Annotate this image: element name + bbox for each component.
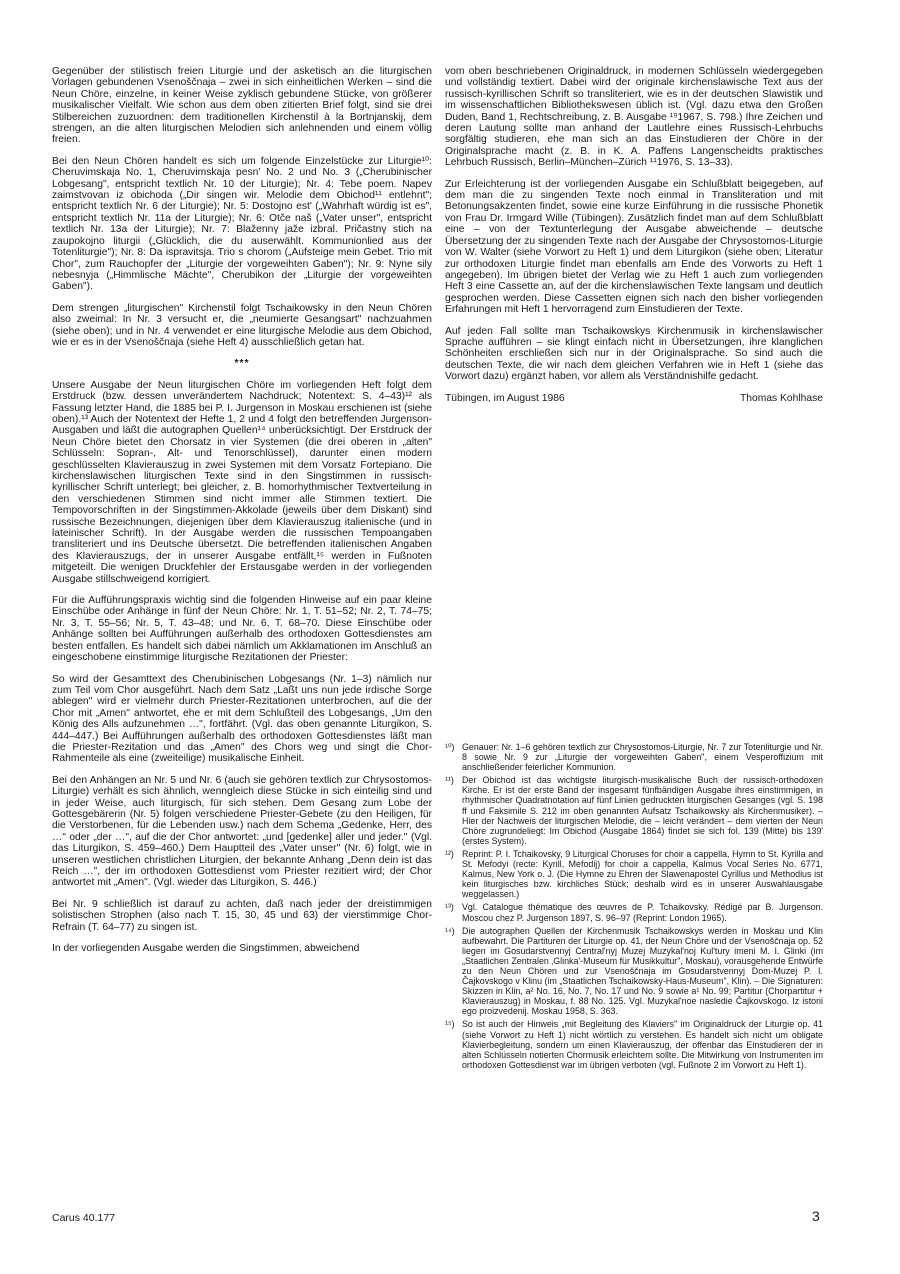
paragraph: Dem strengen „liturgischen" Kirchenstil folgt Tschaikowsky in den Neun Chören also zweimal: In Nr. 3 versucht er, die „neumierte Gesangsart" nachzuahmen (siehe oben); und in Nr. 4 verwendet er eine liturgische Melodie aus dem Obichod, wie er es in der Vsenoščnaja (siehe Heft 4) ausschließlich getan hat.: [52, 302, 432, 348]
place-date: Tübingen, im August 1986: [445, 392, 565, 404]
footnote: [445, 775, 823, 846]
footnote-text: So ist auch der Hinweis „mit Begleitung des Klaviers" im Originaldruck der Liturgie op. 41 (siehe Vorwort zu Heft 1) nicht wörtlich zu verstehen. Es handelt sich nicht um obligate Klavierbegleitung, sondern um einen Klavierauszug, der offenbar das Einstudieren der in alten Schlüsseln notierten Chormusik erleichtern sollte. Die Mitwirkung von Instrumenten im orthodoxen Gottesdienst war im übrigen verboten (vgl. Fußnote 2 im Vorwort zu Heft 1).: [462, 1019, 823, 1070]
section-separator: ***: [234, 358, 250, 370]
right-column: [445, 66, 823, 404]
footnote-number: ¹¹): [445, 775, 454, 786]
paragraph: Für die Aufführungspraxis wichtig sind die folgenden Hinweise auf ein paar kleine Einschübe oder Anhänge in fünf der Neun Chöre: Nr. 1, T. 51–52; Nr. 2, T. 74–75; Nr. 3, T. 55–56; Nr. 5, T. 43–48; und Nr. 6, T. 68–70. Diese Einschübe oder Anhänge sollten bei Aufführungen außerhalb des orthodoxen Gottesdienstes am besten entfallen. Es handelt sich dabei nämlich um Akklamationen im Anschluß an eingeschobene einstimmige liturgische Rezitationen der Priester:: [52, 595, 432, 664]
footnote-text: Der Obichod ist das wichtigste liturgisch-musikalische Buch der russisch-orthodoxen Kirche. Er ist der erste Band der insgesamt fünfbändigen Ausgabe ihres einstimmigen, in rhythmischer Quadratnotation auf fünf Linien gedruckten liturgischen Gesanges (vgl. S. 198 ff und Faksimile S. 212 im oben genannten Aufsatz Tschaikowsky als Kirchenmusiker). – Hier der Nachweis der liturgischen Melodie, die – leicht verändert – dem vierten der Neun Chöre zugrundeliegt: Im Obichod (Ausgabe 1864) findet sie sich fol. 139 (Mitte) bis 139' (erstes System).: [462, 775, 823, 846]
signature-line: [445, 393, 823, 404]
footnote-number: ¹²): [445, 848, 454, 859]
left-column: [52, 66, 432, 964]
footnote-number: ¹⁴): [445, 925, 455, 936]
footnote-number: ¹⁰): [445, 742, 455, 752]
footnote-text: Reprint: P. I. Tchaikovsky, 9 Liturgical Choruses for choir a cappella, Hymn to St. Kyrilla and St. Mefodyi (recte: Kyrill, Mefodij) for choir a cappella, Kalmus Vocal Series No. 6771, Kalmus, New York o. J. (Die Hymne zu Ehren der Slawenapostel Cyrillus und Methodius ist kein liturgisches bzw. kirchliches Stück; deshalb wird es in unserer Auswahlausgabe weggelassen.): [462, 848, 823, 900]
paragraph: Auf jeden Fall sollte man Tschaikowskys Kirchenmusik in kirchenslawischer Sprache aufführen – sie klingt einfach nicht in Übersetzungen, ihre klanglichen Schönheiten erschließen sich nur in der Originalsprache. So sind auch die deutschen Texte, die wir nach dem gleichen Verfahren wie in Heft 1 (siehe das Vorwort dazu) ergänzt haben, vor allem als Verständnishilfe gedacht.: [445, 325, 823, 383]
footnote: [445, 926, 823, 1017]
footnote: [445, 849, 823, 899]
footnote: [445, 1019, 823, 1069]
footnote: [445, 742, 823, 772]
paragraph: vom oben beschriebenen Originaldruck, in modernen Schlüsseln wiedergegeben und vollständig textiert. Dabei wird der originale kirchenslawische Text aus der russisch-kyrillischen Schrift so transliteriert, wie es in der deutschen Slawistik und im wissenschaftlichen Bibliothekswesen üblich ist. (Vgl. dazu etwa den Großen Duden, Band 1, Rechtschreibung, z. B. Ausgabe ¹⁹1967, S. 798.) Ihre Zeichen und deren Lautung sollte man anhand der Lautlehre eines Russisch-Lehrbuchs sorgfältig studieren, ehe man sich an das Einstudieren der Chöre in der Originalsprache macht (z. B. in K. A. Paffens Langenscheidts praktisches Lehrbuch Russisch, Berlin–München–Zürich ¹¹1976, S. 13–33).: [445, 66, 823, 169]
paragraph: Unsere Ausgabe der Neun liturgischen Chöre im vorliegenden Heft folgt dem Erstdruck (bzw. dessen unverändertem Nachdruck; Notentext: S. 4–43)¹² als Fassung letzter Hand, die 1885 bei P. I. Jurgenson in Moskau erschienen ist (siehe oben).¹³ Auch der Notentext der Hefte 1, 2 und 4 folgt den betreffenden Jurgenson-Ausgaben und läßt die autographen Quellen¹⁴ unberücksichtigt. Der Erstdruck der Neun Chöre bietet den Chorsatz in vier Systemen (die drei oberen in „alten" Schlüsseln: Sopran-, Alt- und Tenorschlüssel), darunter einen modern geschlüsselten Klavierauszug in zwei Systemen mit dem Vorsatz Fortepiano. Die kirchenslawischen liturgischen Texte sind in den Singstimmen in russisch-kyrillischer Schrift unterlegt; bei gleicher, z. B. homorhythmischer Textverteilung in den verschiedenen Stimmen sind nicht immer alle Stimmen textiert. Die Tempovorschriften in der Singstimmen-Akkolade (jeweils über dem Diskant) sind russische Bezeichnungen, diejenigen über dem Klavierauszug italienische (und in lateinischer Schrift). In der Ausgabe werden die russischen Tempoangaben transliteriert und ins Deutsche übersetzt. Die betreffenden italienischen Angaben des Klavierauszugs, der in unserer Ausgabe entfällt,¹⁵ werden in Fußnoten mitgeteilt. Die wenigen Druckfehler der Erstausgabe werden in der vorliegenden Ausgabe stillschweigend korrigiert.: [52, 379, 432, 585]
paragraph: Bei Nr. 9 schließlich ist darauf zu achten, daß nach jeder der dreistimmigen solistischen Strophen (also nach T. 15, 30, 45 und 63) der vierstimmige Chor-Refrain (T. 64–77) zu singen ist.: [52, 898, 432, 933]
footnote-number: ¹⁵): [445, 1019, 455, 1030]
footnote-text: Vgl. Catalogue thématique des œuvres de P. Tchaikovsky. Rédigé par B. Jurgenson. Moscou chez P. Jurgenson 1897, S. 96–97 (Reprint: London 1965).: [462, 902, 823, 923]
author-name: Thomas Kohlhase: [740, 392, 823, 404]
footnote-number: ¹³): [445, 902, 454, 913]
paragraph: Bei den Neun Chören handelt es sich um folgende Einzelstücke zur Liturgie¹⁰: Cheruvimskaja No. 1, Cheruvimskaja pesn' No. 2 und No. 3 („Cherubinischer Lobgesang", entspricht textlich Nr. 10 der Liturgie); Nr. 4: Tebe poem. Napev zaimstvovan iz obichoda („Dir singen wir. Melodie dem Obichod¹¹ entlehnt"; entspricht textlich Nr. 6 der Liturgie); Nr. 5: Dostojno est' („Wahrhaft würdig ist es", entspricht textlich Nr. 11a der Liturgie); Nr. 6: Otče naš („Vater unser", entspricht textlich Nr. 13a der Liturgie); Nr. 7: Blažennү jaže izbral. Pričastnү stich na zaupokojno liturgii („Glücklich, die du auserwählt. Kommunionlied aus der Totenliturgie"); Nr. 8: Da ispravitsja. Trio s chorom („Aufsteige mein Gebet. Trio mit Chor", zum Rauchopfer der „Liturgie der vorgeweihten Gaben"); Nr. 9: Nyne sily nebesnyja („Himmlische Mächte", Cherubikon der „Liturgie der vorgeweihten Gaben").: [52, 155, 432, 293]
paragraph: Gegenüber der stilistisch freien Liturgie und der asketisch an die liturgischen Vorlagen gebundenen Vsenoščnaja – zwei in sich einheitlichen Werken – sind die Neun Chöre, einzelne, in keiner Weise zyklisch gebundene Stücke, von größerer musikalischer Vielfalt. Wie schon aus dem oben zitierten Brief folgt, sind sie drei Stilbereichen zuzuordnen: dem traditionellen Kirchenstil à la Bortnjanskij, dem strengen, an die alten liturgischen Melodien sich anlehnenden und einem völlig freien.: [52, 66, 432, 146]
footnotes: [445, 742, 823, 1073]
footnote-text: Die autographen Quellen der Kirchenmusik Tschaikowskys werden in Moskau und Klin aufbewahrt. Die Partituren der Liturgie op. 41, der Neun Chöre und der Vsenoščnaja op. 52 liegen im Gosudarstvennyj Central'nyj Muzej Muzykal'noj Kul'tury imeni M. I. Glinki (im „Staatlichen Zentralen ‚Glinka'-Museum für Musikkultur", Moskau), vorausgehende Entwürfe zu den Neun Chören und zur Vsenoščnaja im Gosudarstvennyj Dom-Muzej P. I. Čajkovskogo v Klinu (im „Staatlichen Tschaikowsky-Haus-Museum", Klin). – Die Signaturen: Skizzen in Klin, a² No. 16, No. 7, No. 17 und No. 9 sowie a¹ No. 99; Partitur (Chorpartitur + Klavierauszug) in Moskau, f. 88 No. 125. Vgl. Muzykal'noe nasledie Čajkovskogo. Iz istorii ego proizvedenij. Moskau 1958, S. 363.: [462, 925, 823, 1017]
footnote: [445, 902, 823, 922]
paragraph: Bei den Anhängen an Nr. 5 und Nr. 6 (auch sie gehören textlich zur Chrysostomos-Liturgie) verhält es sich ähnlich, wenngleich diese Stücke in sich einteilig sind und in jeder Weise, auch liturgisch, für sich stehen. Dem Gesang zum Lobe der Gottesgebärerin (Nr. 5) folgen verschiedene Priester-Gebete (zu den Heiligen, für die Verstorbenen, für die Lebenden usw.) nach dem Schema „Gedenke, Herr, des …" oder „der …", auf die der Chor antwortet: „und [gedenke] aller und jeder." (Vgl. das Liturgikon, S. 459–460.) Dem Hauptteil des „Vater unser" (Nr. 6) folgt, wie in unseren westlichen christlichen Liturgien, der bekannte Anhang „Denn dein ist das Reich …", der im orthodoxen Gottesdienst vom Priester rezitiert wird; der Chor antwortet mit „Amen". (Vgl. wieder das Liturgikon, S. 446.): [52, 774, 432, 889]
publisher-reference: Carus 40.177: [52, 1212, 116, 1224]
paragraph: Zur Erleichterung ist der vorliegenden Ausgabe ein Schlußblatt beigegeben, auf dem man die zu singenden Texte noch einmal in Transliteration und mit Betonungsakzenten findet, sowie eine kurze Einführung in die russische Phonetik von Frau Dr. Irmgard Wille (Tübingen). Zusätzlich findet man auf dem Schlußblatt eine – von der Textunterlegung der Ausgabe abweichende – deutsche Übersetzung der zu singenden Texte nach der Ausgabe der Chrysostomos-Liturgie von W. Walter (siehe Vorwort zu Heft 1) und dem Liturgikon (siehe oben; Literatur zur orthodoxen Liturgie findet man ebenfalls am Ende des Vorworts zu Heft 1 angegeben). Im übrigen bietet der Verlag wie zu Heft 1 auch zum vorliegenden Heft 3 eine Cassette an, auf der die kirchenslawischen Texte langsam und deutlich gesprochen werden. Diese Cassetten eignen sich nach den bisher vorliegenden Erfahrungen mit Heft 1 hervorragend zum Einstudieren der Texte.: [445, 178, 823, 316]
page-number: 3: [812, 1208, 820, 1224]
footnote-text: Genauer: Nr. 1–6 gehören textlich zur Chrysostomos-Liturgie, Nr. 7 zur Totenliturgie und Nr. 8 sowie Nr. 9 zur „Liturgie der vorgeweihten Gaben", einem Vesperoffizium mit anschließender feierlicher Kommunion.: [462, 742, 823, 773]
paragraph: In der vorliegenden Ausgabe werden die Singstimmen, abweichend: [52, 943, 360, 955]
paragraph: So wird der Gesamttext des Cherubinischen Lobgesangs (Nr. 1–3) nämlich nur zum Teil vom Chor ausgeführt. Nach dem Satz „Laßt uns nun jede irdische Sorge ablegen" wird er vielmehr durch Priester-Rezitationen unterbrochen, auf die der Chor mit „Amen" antwortet, ehe er mit dem Schlußteil des Lobgesangs, „Um den König des Alls aufzunehmen …", fortfährt. (Vgl. das oben genannte Liturgikon, S. 444–447.) Bei Aufführungen außerhalb des orthodoxen Gottesdienstes läßt man die Priester-Rezitation und das „Amen" des Chors weg und singt die Chor-Rahmenteile als eine (zweiteilige) musikalische Einheit.: [52, 673, 432, 765]
